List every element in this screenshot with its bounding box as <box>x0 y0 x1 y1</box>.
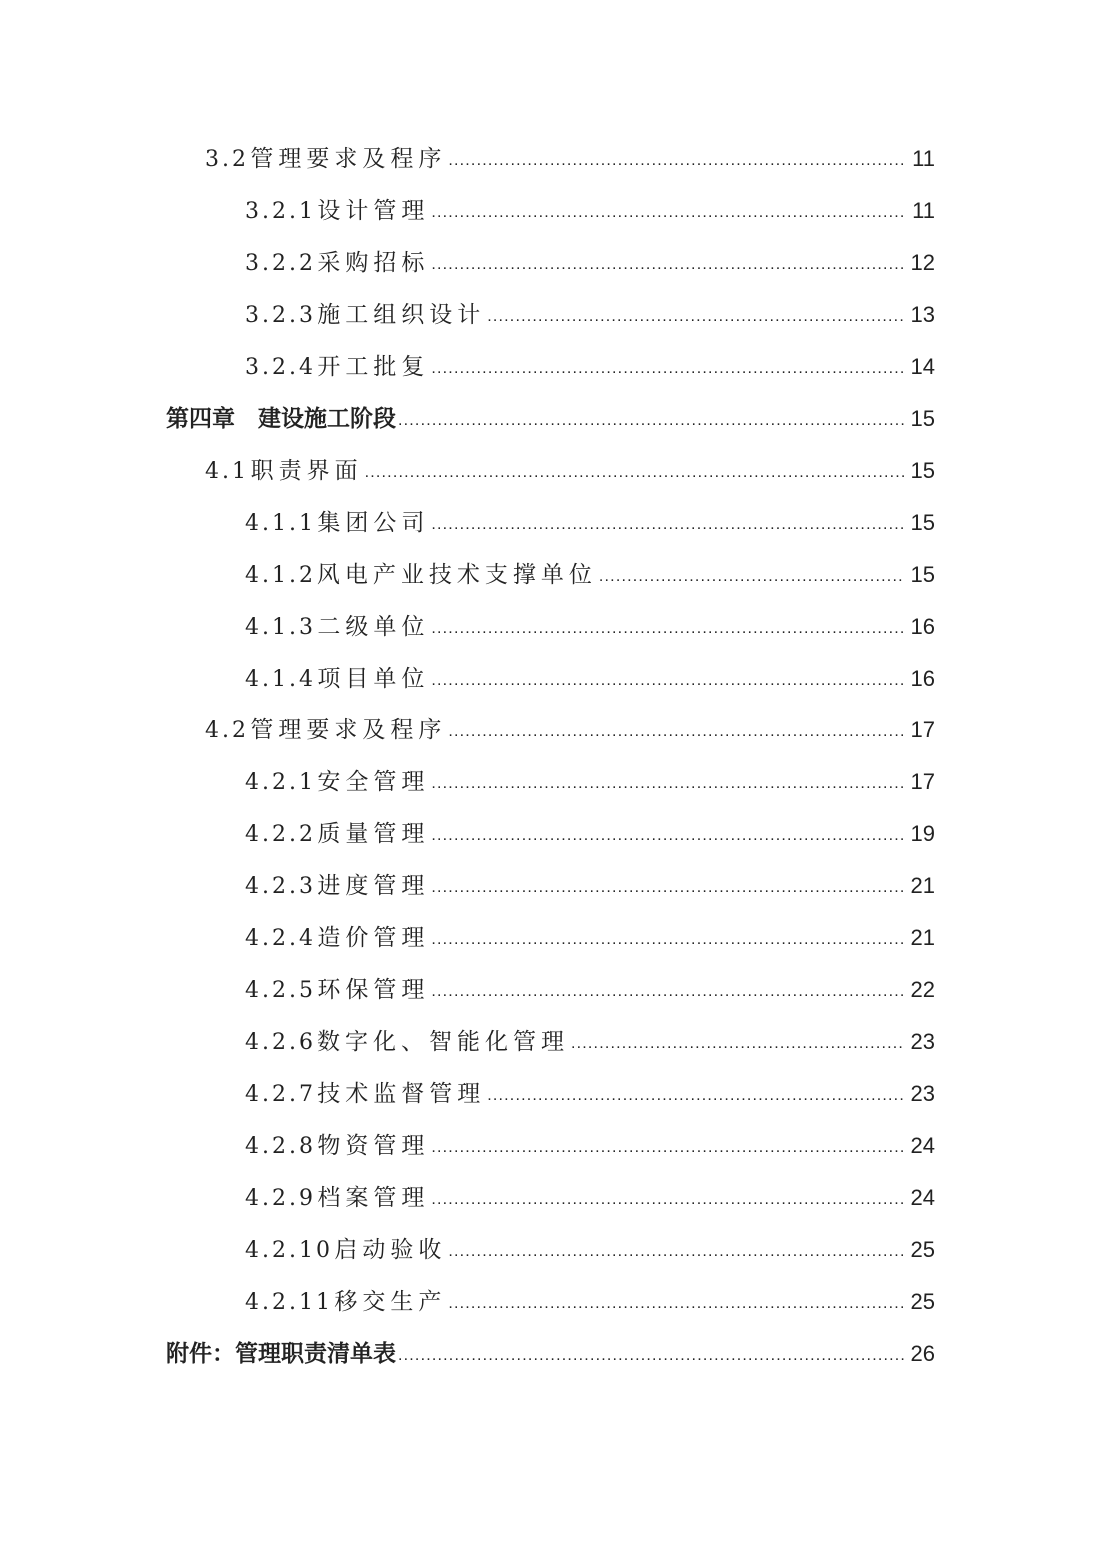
toc-entry-title: 造价管理 <box>317 925 430 951</box>
toc-entry-number: 4.1.4 <box>245 667 316 692</box>
toc-entry-page-number: 23 <box>910 1029 935 1054</box>
toc-entry-number: 4.2.10 <box>245 1238 333 1263</box>
toc-entry-page-number: 25 <box>910 1237 935 1262</box>
toc-entry-title: 附件：管理职责清单表 <box>166 1341 396 1367</box>
toc-entry-title: 物资管理 <box>317 1133 430 1159</box>
toc-entry[interactable] <box>245 1283 935 1323</box>
toc-entry[interactable] <box>245 1075 935 1115</box>
toc-entry-number: 4.2.5 <box>245 978 316 1003</box>
toc-dot-leader <box>431 204 905 222</box>
toc-dot-leader <box>448 723 905 741</box>
toc-dot-leader <box>431 620 905 638</box>
toc-entry-page-number: 21 <box>910 925 935 950</box>
toc-dot-leader <box>448 1295 905 1313</box>
toc-entry-title: 设计管理 <box>317 198 430 224</box>
toc-dot-leader <box>431 516 905 534</box>
toc-dot-leader <box>487 1087 905 1105</box>
toc-entry-page-number: 17 <box>910 717 935 742</box>
toc-dot-leader <box>431 1139 905 1157</box>
toc-dot-leader <box>487 308 905 326</box>
toc-entry[interactable] <box>245 867 935 907</box>
toc-dot-leader <box>431 775 905 793</box>
toc-entry-page-number: 25 <box>910 1289 935 1314</box>
toc-entry[interactable] <box>245 1179 935 1219</box>
toc-dot-leader <box>431 256 905 274</box>
toc-entry-page-number: 19 <box>910 821 935 846</box>
toc-entry[interactable] <box>245 1231 935 1271</box>
toc-entry-number: 4.2.2 <box>245 822 316 847</box>
toc-dot-leader <box>431 672 905 690</box>
toc-entry-title: 质量管理 <box>317 821 430 847</box>
toc-entry-page-number: 14 <box>910 354 935 379</box>
toc-entry-title: 移交生产 <box>334 1289 447 1315</box>
toc-entry[interactable] <box>205 452 935 492</box>
toc-entry-number: 4.1 <box>205 459 249 484</box>
toc-entry-title: 管理要求及程序 <box>250 717 447 743</box>
toc-entry-page-number: 15 <box>910 510 935 535</box>
toc-entry-page-number: 11 <box>912 198 935 223</box>
toc-entry[interactable] <box>245 556 935 596</box>
toc-entry-title: 技术监督管理 <box>317 1081 486 1107</box>
toc-dot-leader <box>398 412 905 430</box>
toc-entry-number: 4.2.6 <box>245 1030 316 1055</box>
toc-entry-title: 启动验收 <box>334 1237 447 1263</box>
toc-entry[interactable] <box>245 348 935 388</box>
toc-dot-leader <box>431 827 905 845</box>
toc-entry-title: 项目单位 <box>317 666 430 692</box>
toc-entry-number: 4.2.7 <box>245 1082 316 1107</box>
toc-entry-title: 施工组织设计 <box>317 302 486 328</box>
toc-entry[interactable] <box>245 660 935 700</box>
toc-entry-page-number: 12 <box>910 250 935 275</box>
toc-entry[interactable] <box>245 971 935 1011</box>
toc-entry-title: 档案管理 <box>317 1185 430 1211</box>
toc-entry-title: 环保管理 <box>317 977 430 1003</box>
toc-entry-page-number: 17 <box>910 769 935 794</box>
toc-entry[interactable] <box>205 140 935 180</box>
toc-entry-page-number: 21 <box>910 873 935 898</box>
toc-entry-page-number: 24 <box>910 1185 935 1210</box>
toc-entry-number: 4.2.11 <box>245 1290 333 1315</box>
toc-entry-page-number: 16 <box>910 666 935 691</box>
toc-entry[interactable] <box>245 296 935 336</box>
toc-entry-page-number: 15 <box>910 562 935 587</box>
toc-entry-page-number: 13 <box>910 302 935 327</box>
toc-entry-number: 3.2.4 <box>245 355 316 380</box>
toc-entry-title: 风电产业技术支撑单位 <box>316 562 597 588</box>
toc-dot-leader <box>599 568 905 586</box>
toc-entry-title: 进度管理 <box>317 873 430 899</box>
toc-entry-title: 第四章 建设施工阶段 <box>166 406 396 432</box>
toc-dot-leader <box>398 1347 905 1365</box>
toc-dot-leader <box>431 879 905 897</box>
toc-entry-title: 开工批复 <box>317 354 430 380</box>
toc-entry-number: 3.2.2 <box>245 251 316 276</box>
toc-dot-leader <box>448 152 905 170</box>
toc-entry-title: 二级单位 <box>317 614 430 640</box>
toc-entry-number: 3.2.1 <box>245 199 316 224</box>
toc-entry[interactable] <box>166 400 935 440</box>
toc-entry-number: 3.2 <box>205 147 249 172</box>
toc-entry-number: 4.2.1 <box>245 770 316 795</box>
toc-entry-title: 集团公司 <box>317 510 430 536</box>
toc-entry[interactable] <box>245 192 935 232</box>
toc-entry-number: 4.1.3 <box>245 615 316 640</box>
toc-dot-leader <box>365 464 905 482</box>
toc-entry-page-number: 24 <box>910 1133 935 1158</box>
toc-entry[interactable] <box>245 608 935 648</box>
toc-entry[interactable] <box>245 244 935 284</box>
toc-entry-number: 4.2.4 <box>245 926 316 951</box>
toc-entry-page-number: 22 <box>910 977 935 1002</box>
toc-dot-leader <box>431 983 905 1001</box>
toc-entry-title: 管理要求及程序 <box>250 146 447 172</box>
toc-entry-number: 4.1.2 <box>245 563 316 588</box>
toc-entry[interactable] <box>245 504 935 544</box>
toc-entry-page-number: 26 <box>910 1341 935 1366</box>
toc-entry[interactable] <box>245 919 935 959</box>
toc-entry-number: 4.1.1 <box>245 511 316 536</box>
toc-entry[interactable] <box>245 1023 935 1063</box>
toc-entry-page-number: 15 <box>910 458 935 483</box>
toc-dot-leader <box>571 1035 905 1053</box>
toc-entry-title: 数字化、智能化管理 <box>316 1029 569 1055</box>
toc-entry[interactable] <box>245 763 935 803</box>
toc-entry-page-number: 15 <box>910 406 935 431</box>
toc-entry-number: 4.2.3 <box>245 874 316 899</box>
toc-dot-leader <box>431 931 905 949</box>
toc-entry-title: 采购招标 <box>317 250 430 276</box>
toc-entry[interactable] <box>166 1335 935 1375</box>
toc-entry-page-number: 16 <box>910 614 935 639</box>
toc-dot-leader <box>448 1243 905 1261</box>
toc-entry-title: 职责界面 <box>250 458 363 484</box>
toc-entry-number: 4.2.8 <box>245 1134 316 1159</box>
toc-entry[interactable] <box>245 1127 935 1167</box>
toc-entry[interactable] <box>245 815 935 855</box>
toc-entry-number: 3.2.3 <box>245 303 316 328</box>
toc-entry-number: 4.2.9 <box>245 1186 316 1211</box>
toc-entry[interactable] <box>205 711 935 751</box>
toc-entry-page-number: 11 <box>912 146 935 171</box>
toc-entry-number: 4.2 <box>205 718 249 743</box>
toc-dot-leader <box>431 360 905 378</box>
toc-entry-page-number: 23 <box>910 1081 935 1106</box>
toc-dot-leader <box>431 1191 905 1209</box>
toc-entry-title: 安全管理 <box>317 769 430 795</box>
